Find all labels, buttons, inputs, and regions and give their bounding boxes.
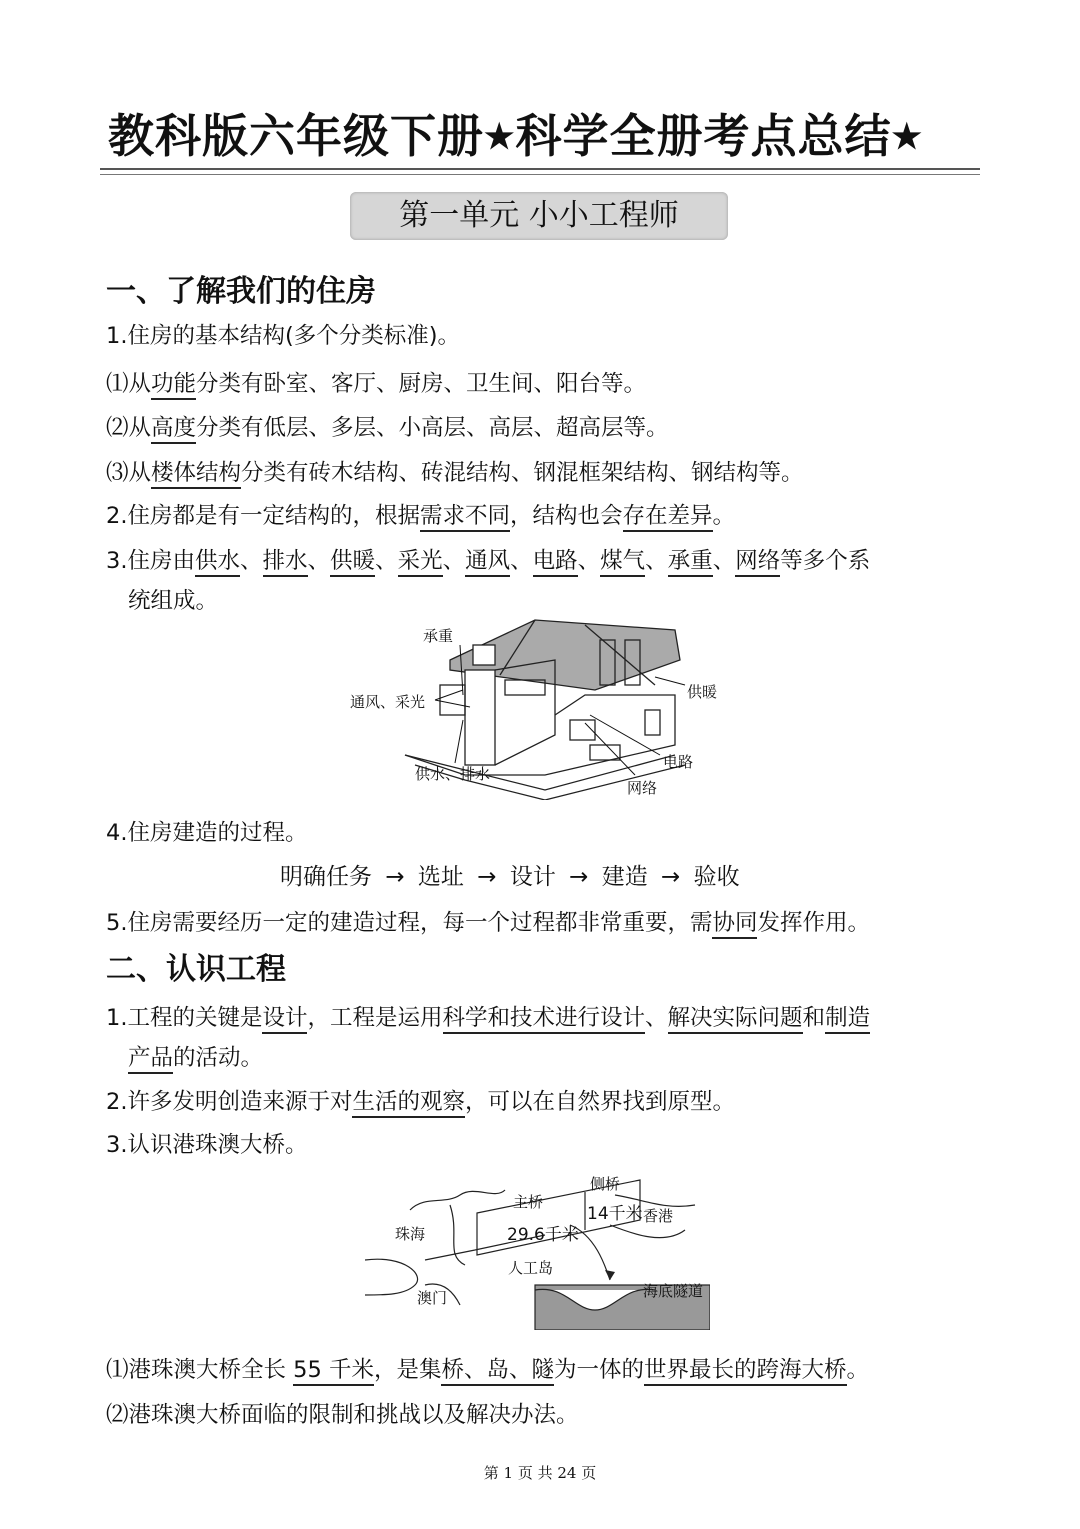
page-title — [108, 100, 988, 166]
label-circuit: 电路 — [663, 753, 694, 771]
arrow-icon: → — [477, 864, 497, 890]
arrow-icon: → — [661, 864, 681, 890]
construction-flow: 明确任务 → 选址 → 设计 → 建造 → 验收 — [280, 864, 740, 890]
unit-title: 第一单元 小小工程师 — [350, 192, 728, 240]
paragraph: 5.住房需要经历一定的建造过程，每一个过程都非常重要，需协同发挥作用。 — [106, 905, 870, 937]
paragraph: ⑵港珠澳大桥面临的限制和挑战以及解决办法。 — [106, 1402, 579, 1428]
label-main-length: 29.6千米 — [507, 1225, 579, 1245]
bridge-diagram — [365, 1165, 710, 1330]
paragraph: 2.住房都是有一定结构的，根据需求不同，结构也会存在差异。 — [106, 498, 735, 530]
page-number: 第 1 页 共 24 页 — [483, 1464, 597, 1482]
label-zhuhai: 珠海 — [395, 1225, 426, 1243]
section-heading-1: 一、了解我们的住房 — [106, 274, 376, 309]
label-island: 人工岛 — [508, 1259, 554, 1277]
paragraph: ⑴港珠澳大桥全长 55 千米，是集桥、岛、隧为一体的世界最长的跨海大桥。 — [106, 1352, 869, 1384]
star-icon: ★ — [891, 117, 923, 157]
paragraph: 统组成。 — [128, 588, 219, 614]
label-main-bridge: 主桥 — [513, 1193, 544, 1211]
paragraph: 1.住房的基本结构(多个分类标准)。 — [106, 323, 461, 349]
paragraph: 4.住房建造的过程。 — [106, 820, 308, 846]
title-text-2: 科学全册考点总结 — [515, 109, 892, 163]
title-text-1: 教科版六年级下册 — [108, 109, 484, 163]
star-icon: ★ — [484, 117, 516, 157]
title-divider — [100, 168, 980, 175]
label-water: 供水、排水 — [415, 765, 491, 783]
label-network: 网络 — [627, 779, 658, 797]
paragraph: 1.工程的关键是设计，工程是运用科学和技术进行设计、解决实际问题和制造 — [106, 1000, 870, 1032]
label-tunnel: 海底隧道 — [643, 1282, 704, 1300]
section-heading-2: 二、认识工程 — [106, 952, 286, 987]
arrow-icon: → — [385, 864, 405, 890]
label-load: 承重 — [423, 627, 454, 645]
paragraph: ⑵从高度分类有低层、多层、小高层、高层、超高层等。 — [106, 410, 669, 442]
paragraph: 3.住房由供水、排水、供暖、采光、通风、电路、煤气、承重、网络等多个系 — [106, 543, 870, 575]
arrow-icon: → — [569, 864, 589, 890]
label-side-bridge: 侧桥 — [590, 1175, 621, 1193]
paragraph: 3.认识港珠澳大桥。 — [106, 1132, 308, 1158]
paragraph: ⑶从楼体结构分类有砖木结构、砖混结构、钢混框架结构、钢结构等。 — [106, 455, 804, 487]
house-diagram — [345, 615, 735, 800]
label-macau: 澳门 — [417, 1289, 448, 1307]
label-hongkong: 香港 — [643, 1207, 674, 1225]
label-heating: 供暖 — [687, 683, 718, 701]
paragraph: 2.许多发明创造来源于对生活的观察，可以在自然界找到原型。 — [106, 1084, 735, 1116]
paragraph: 产品的活动。 — [128, 1040, 263, 1072]
label-ventilation: 通风、采光 — [350, 693, 426, 711]
paragraph: ⑴从功能分类有卧室、客厅、厨房、卫生间、阳台等。 — [106, 366, 646, 398]
label-side-length: 14千米 — [587, 1204, 643, 1224]
